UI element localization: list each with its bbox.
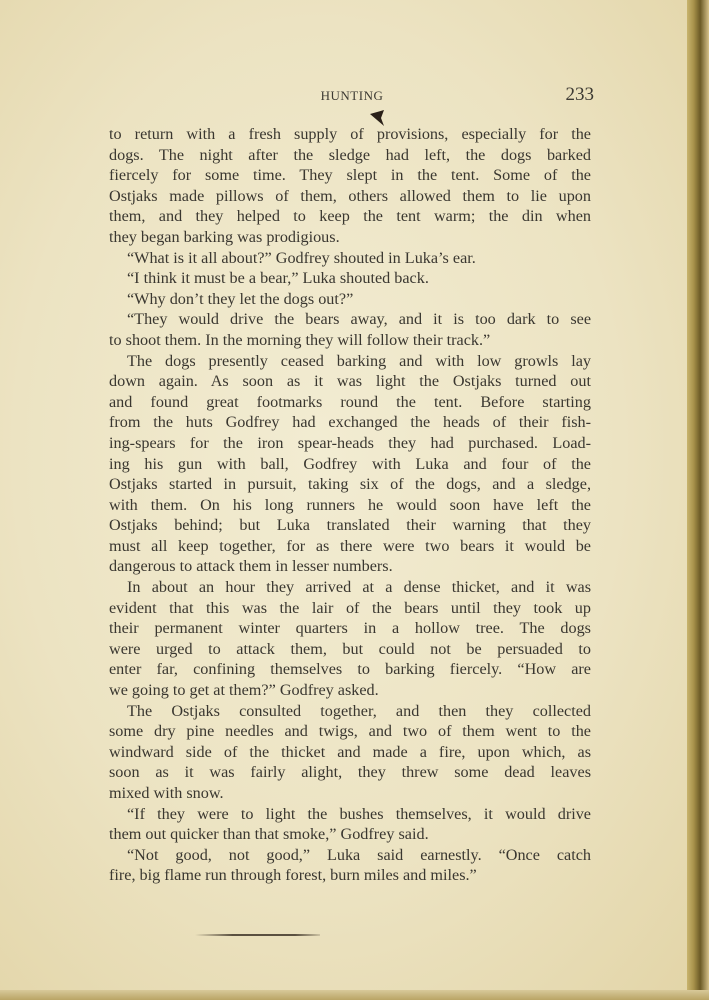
body-text <box>109 124 591 886</box>
text-line: some dry pine needles and twigs, and two of them went to the <box>109 722 591 741</box>
text-line: with them. On his long runners he would soon have left the <box>109 495 591 514</box>
text-line: enter far, confining themselves to barking fiercely. “How are <box>109 660 591 679</box>
text-line: ing his gun with ball, Godfrey with Luka and four of the <box>109 454 591 473</box>
text-line: “I think it must be a bear,” Luka shouted back. <box>127 269 429 288</box>
text-line: “They would drive the bears away, and it is too dark to see <box>127 310 591 329</box>
text-line: to return with a fresh supply of provisions, especially for the <box>109 125 591 143</box>
text-line: they began barking was prodigious. <box>109 227 340 246</box>
text-line: soon as it was fairly alight, they threw some dead leaves <box>109 763 591 782</box>
text-line: fiercely for some time. They slept in the tent. Some of the <box>109 166 591 185</box>
text-line: Ostjaks started in pursuit, taking six of the dogs, and a sledge, <box>109 475 591 494</box>
page-header <box>110 86 594 108</box>
text-line: The dogs presently ceased barking and with low growls lay <box>127 351 591 370</box>
footer-rule <box>195 934 320 936</box>
running-head: HUNTING <box>320 88 384 103</box>
text-line: them, and they helped to keep the tent warm; the din when <box>109 207 591 226</box>
text-line: “What is it all about?” Godfrey shouted in Luka’s ear. <box>127 248 476 267</box>
text-line: “Why don’t they let the dogs out?” <box>127 289 354 308</box>
text-line: down again. As soon as it was light the Ostjaks turned out <box>109 372 591 391</box>
text-line: “If they were to light the bushes themselves, it would drive <box>127 804 591 823</box>
text-line: dangerous to attack them in lesser numbers. <box>109 557 393 576</box>
text-line: dogs. The night after the sledge had left, the dogs barked <box>109 145 591 164</box>
text-line: mixed with snow. <box>109 784 224 802</box>
text-line: fire, big flame run through forest, burn miles and miles.” <box>109 866 477 885</box>
text-line: we going to get at them?” Godfrey asked. <box>109 681 379 700</box>
page-bottom-edge <box>0 990 709 1000</box>
text-line: Ostjaks behind; but Luka translated their warning that they <box>109 516 591 535</box>
page-number: 233 <box>565 84 594 105</box>
text-line: windward side of the thicket and made a fire, upon which, as <box>109 742 591 761</box>
text-line: them out quicker than that smoke,” Godfrey said. <box>109 825 429 844</box>
text-line: “Not good, not good,” Luka said earnestly. “Once catch <box>127 845 591 864</box>
text-line: were urged to attack them, but could not be persuaded to <box>109 639 591 658</box>
text-line: evident that this was the lair of the bears until they took up <box>109 598 591 617</box>
text-line: their permanent winter quarters in a hollow tree. The dogs <box>109 619 591 638</box>
text-line: In about an hour they arrived at a dense thicket, and it was <box>127 578 591 597</box>
text-line: and found great footmarks round the tent. Before starting <box>109 392 591 411</box>
text-line: Ostjaks made pillows of them, others allowed them to lie upon <box>109 186 591 205</box>
text-line: must all keep together, for as there were two bears it would be <box>109 536 591 555</box>
text-line: The Ostjaks consulted together, and then they collected <box>127 701 591 720</box>
text-line: to shoot them. In the morning they will follow their track.” <box>109 330 491 349</box>
text-line: ing-spears for the iron spear-heads they had purchased. Load- <box>109 433 591 452</box>
text-line: from the huts Godfrey had exchanged the heads of their fish- <box>109 413 591 432</box>
page-edge <box>687 0 709 1000</box>
